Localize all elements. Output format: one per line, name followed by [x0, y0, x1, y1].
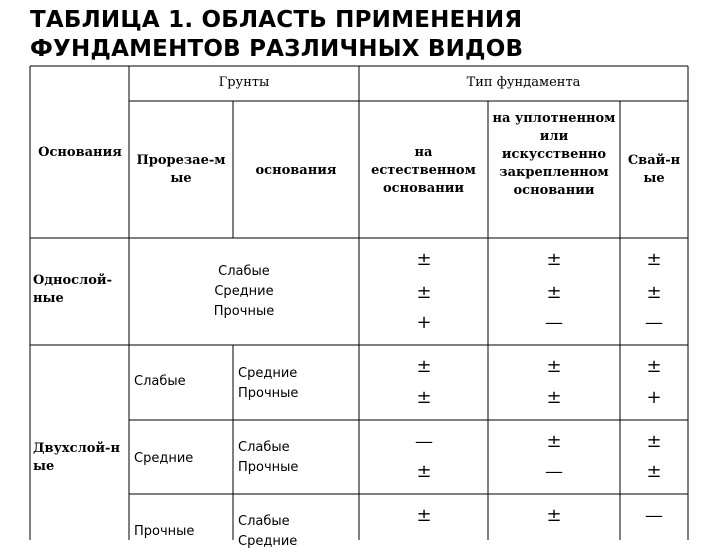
double-1-natural-1: ± [416, 356, 432, 377]
double-1-compacted-1: ± [546, 356, 562, 377]
double-3-base: Слабые Средние [238, 514, 298, 549]
double-2-natural-1: — [415, 431, 433, 452]
double-2-cut: Средние [134, 451, 194, 466]
header-bases: Основания [38, 145, 122, 160]
double-2-compacted-1: ± [546, 431, 562, 452]
double-1-pile-2: + [646, 387, 662, 408]
double-2-compacted-2: — [545, 461, 563, 482]
header-compacted: на уплотненном или искусственно закрепленном основании [492, 111, 616, 198]
single-compacted-2: ± [546, 282, 562, 303]
double-3-cut: Прочные [134, 524, 195, 539]
header-cut-through: Прорезае-м ые [136, 153, 226, 186]
single-pile-3: — [645, 312, 663, 333]
double-1-natural-2: ± [416, 387, 432, 408]
double-1-base: Средние Прочные [238, 366, 299, 401]
row-label-double: Двухслой-н ые [33, 441, 120, 474]
single-natural-2: ± [416, 282, 432, 303]
single-natural-3: + [416, 312, 432, 333]
single-compacted-3: — [545, 312, 563, 333]
double-1-pile-1: ± [646, 356, 662, 377]
single-compacted-1: ± [546, 249, 562, 270]
double-2-pile-1: ± [646, 431, 662, 452]
double-2-base: Слабые Прочные [238, 440, 299, 475]
single-pile-2: ± [646, 282, 662, 303]
header-natural: на естественном основании [371, 145, 476, 196]
single-natural-1: ± [416, 249, 432, 270]
double-1-compacted-2: ± [546, 387, 562, 408]
header-foundation-type: Тип фундамента [466, 75, 581, 90]
double-2-pile-2: ± [646, 461, 662, 482]
header-bases-sub: основания [255, 163, 337, 178]
double-3-compacted-1: ± [546, 505, 562, 526]
page-title: ТАБЛИЦА 1. ОБЛАСТЬ ПРИМЕНЕНИЯ ФУНДАМЕНТОВ РАЗЛИЧНЫХ ВИДОВ [30, 7, 524, 62]
single-pile-1: ± [646, 249, 662, 270]
double-2-natural-2: ± [416, 461, 432, 482]
row-single-soils: Слабые Средние Прочные [213, 264, 275, 319]
double-3-natural-1: ± [416, 505, 432, 526]
header-soils: Грунты [218, 75, 270, 90]
header-pile: Свай-н ые [627, 153, 681, 186]
row-label-single: Однослой- ные [33, 273, 112, 306]
double-1-cut: Слабые [134, 374, 186, 389]
double-3-pile-1: — [645, 505, 663, 526]
